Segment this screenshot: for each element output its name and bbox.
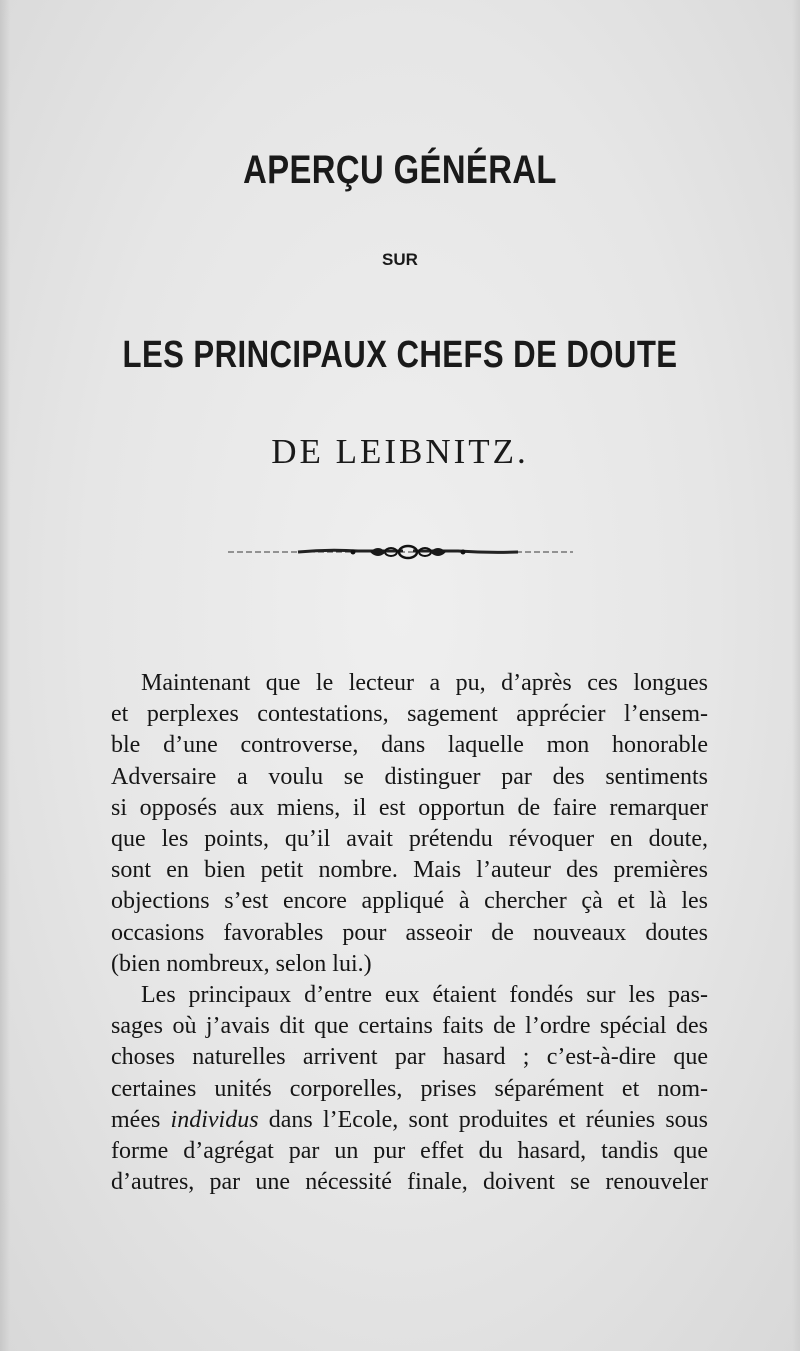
text-line: sont en bien petit nombre. Mais l’auteur des premières [111, 857, 708, 884]
text-line: Adversaire a voulu se distinguer par des sentiments [111, 763, 708, 790]
text-line: sages où j’avais dit que certains faits de l’ordre spécial des [111, 1013, 708, 1040]
text-line: objections s’est encore appliqué à chercher çà et là les [111, 888, 708, 915]
body-text [111, 668, 708, 1198]
text-line: forme d’agrégat par un pur effet du hasard, tandis que [111, 1138, 708, 1165]
text-line: si opposés aux miens, il est opportun de faire remarquer [111, 794, 708, 821]
text-line: (bien nombreux, selon lui.) [111, 950, 372, 977]
chapter-title: APERÇU GÉNÉRAL [243, 148, 557, 192]
text-line: choses naturelles arrivent par hasard ; c’est-à-dire que [111, 1044, 708, 1071]
chapter-title-connector: SUR [382, 250, 418, 269]
left-edge-shadow [0, 0, 10, 1351]
text-line: que les points, qu’il avait prétendu révoquer en doute, [111, 826, 708, 853]
text-line: Maintenant que le lecteur a pu, d’après ces longues [141, 670, 708, 696]
italic-term: individus [170, 1106, 259, 1133]
text-line: Les principaux d’entre eux étaient fondés sur les pas- [141, 982, 708, 1009]
text-line: ble d’une controverse, dans laquelle mon honorable [111, 732, 708, 759]
text-line: certaines unités corporelles, prises séparément et nom- [111, 1075, 708, 1102]
text-line: et perplexes contestations, sagement apprécier l’ensem- [111, 701, 708, 728]
chapter-author: DE LEIBNITZ. [271, 432, 529, 471]
text-line: d’autres, par une nécessité finale, doivent se renouveler [111, 1169, 708, 1196]
text-line: occasions favorables pour asseoir de nouveaux doutes [111, 919, 708, 946]
right-edge-shadow [792, 0, 800, 1351]
chapter-subtitle: LES PRINCIPAUX CHEFS DE DOUTE [122, 334, 678, 376]
ornamental-divider [228, 540, 588, 564]
text-line: mées individus dans l’Ecole, sont produites et réunies sous [111, 1106, 709, 1133]
